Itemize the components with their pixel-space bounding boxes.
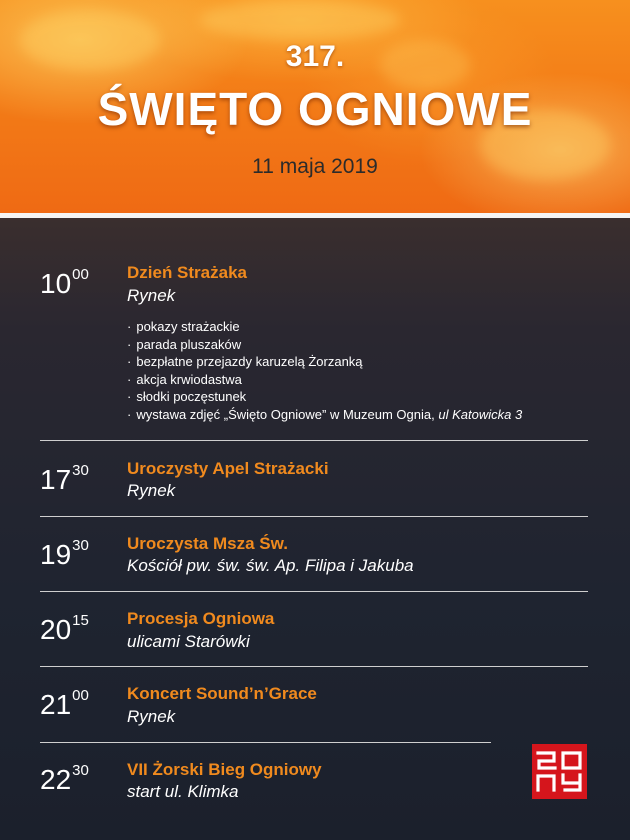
list-item: · pokazy strażackie — [127, 319, 240, 334]
event-place: Kościół pw. św. św. Ap. Filipa i Jakuba — [127, 556, 414, 575]
event-title: Koncert Sound’n’Grace — [127, 684, 317, 703]
event-place: Rynek — [127, 707, 176, 726]
event-place: Rynek — [127, 286, 176, 305]
separator — [40, 591, 588, 592]
list-item: · akcja krwiodastwa — [127, 371, 242, 387]
event-title: Uroczysta Msza Św. — [127, 534, 288, 553]
separator — [40, 440, 588, 441]
separator — [40, 516, 588, 517]
event-time: $17^{30}$ — [40, 462, 89, 495]
list-item: · bezpłatne przejazdy karuzelą Żorzanką — [127, 354, 363, 370]
address-text: ul Katowicka 3 — [438, 406, 523, 422]
page-title: ŚWIĘTO OGNIOWE — [97, 83, 533, 135]
activity-list — [127, 318, 522, 424]
event-time: $20^{15}$ — [40, 612, 89, 645]
event-time: $21^{00}$ — [40, 687, 89, 720]
header-banner — [0, 0, 630, 213]
event-date: 11 maja 2019 — [252, 155, 378, 178]
list-item: · parada pluszaków — [127, 336, 242, 352]
list-item: · słodki poczęstunek — [127, 389, 247, 405]
event-place: Rynek — [127, 481, 176, 500]
event-place: ulicami Starówki — [127, 632, 250, 651]
event-place: start ul. Klimka — [127, 782, 239, 801]
list-item: · wystawa zdjęć „Święto Ogniowe” w Muzeum Ognia, ul Katowicka 3 — [127, 406, 523, 422]
event-time: $10^{00}$ — [40, 266, 89, 299]
separator — [40, 742, 491, 743]
zory-logo-icon — [532, 744, 587, 799]
event-title: Procesja Ogniowa — [127, 609, 275, 628]
event-title: Uroczysty Apel Strażacki — [127, 459, 329, 478]
event-title: Dzień Strażaka — [127, 263, 247, 282]
separator — [40, 666, 588, 667]
edition-number: 317. — [285, 40, 345, 73]
event-time: $19^{30}$ — [40, 537, 89, 570]
event-title: VII Żorski Bieg Ogniowy — [127, 760, 322, 779]
event-time: $22^{30}$ — [40, 762, 89, 795]
